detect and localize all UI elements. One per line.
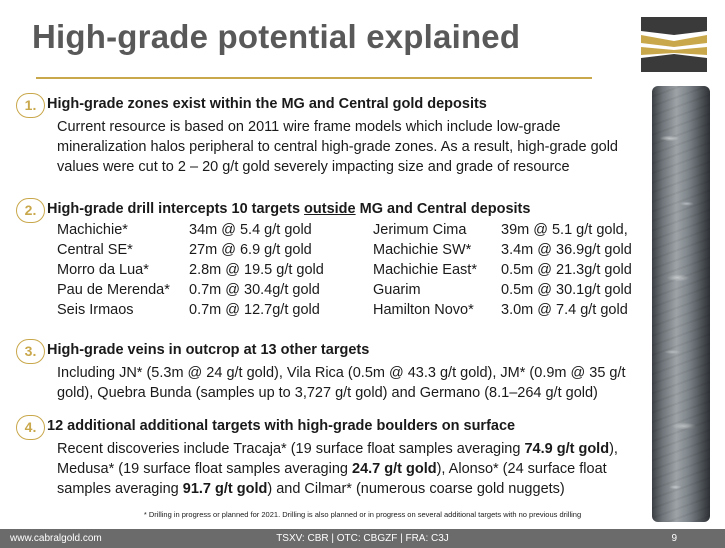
footer-bar <box>0 529 725 548</box>
section-4 <box>16 415 652 505</box>
section-body: Current resource is based on 2011 wire frame models which include low-grade mineralization halos peripheral to central high-grade zones. As a result, high-grade gold values were cut to 2 – 20 g/t gold severely impacting size and grade of resource <box>57 119 618 175</box>
footnote: * Drilling in progress or planned for 2021. Drilling is also planned or in progress on several additional targets with no previous drilling <box>143 510 582 519</box>
highlight-grade: 74.9 g/t gold <box>524 441 610 457</box>
section-1 <box>16 93 652 183</box>
underlined-word: outside <box>304 201 356 217</box>
page-number: 9 <box>671 533 677 544</box>
section-number: 4. <box>16 415 45 440</box>
website-link[interactable]: www.cabralgold.com <box>10 533 102 544</box>
cabral-logo-icon <box>641 17 707 72</box>
section-body: Recent discoveries include Tracaja* (19 surface float samples averaging 74.9 g/t gold), Medusa* (19 surface float samples averaging 24.7 g/t gold), Alonso* (24 surface float samples averaging 91.7 g/t gold) and Cilmar* (numerous coarse gold nuggets) <box>57 441 618 497</box>
stock-tickers: TSXV: CBR | OTC: CBGZF | FRA: C3J <box>276 533 449 544</box>
title-underline <box>36 77 592 79</box>
drill-core-image <box>652 86 710 522</box>
highlight-grade: 91.7 g/t gold <box>182 481 268 497</box>
section-heading: High-grade veins in outcrop at 13 other targets <box>47 342 370 358</box>
section-heading: High-grade zones exist within the MG and Central gold deposits <box>47 96 487 112</box>
section-number: 2. <box>16 198 45 223</box>
highlight-grade: 24.7 g/t gold <box>352 461 437 477</box>
section-heading: High-grade drill intercepts 10 targets outside MG and Central deposits <box>47 201 531 217</box>
section-heading: 12 additional additional targets with high-grade boulders on surface <box>47 418 516 434</box>
section-body: Including JN* (5.3m @ 24 g/t gold), Vila Rica (0.5m @ 43.3 g/t gold), JM* (0.9m @ 35 g/t gold), Quebra Bunda (samples up to 3,727 g/t gold) and Germano (8.1–264 g/t gold) <box>57 365 626 401</box>
section-number: 1. <box>16 93 45 118</box>
section-number: 3. <box>16 339 45 364</box>
section-3 <box>16 339 652 404</box>
page-title: High-grade potential explained <box>32 18 521 55</box>
section-2: 2. High-grade drill intercepts 10 targets outside MG and Central deposits Machichie* 34m @ 5.4 g/t gold Jerimum Cima 39m @ 5.1 g/t gold, Central SE* 27m @ 6.9 g/t gold Machichie SW* 3.4m @ 36.9g/t gold Morro da Lua* 2.8m @ 19.5 g/t gold Machichie East* 0.5m @ 21.3g/t gold Pau de Merenda* 0.7m @ 30.4g/t gold Guarim 0.5m @ 30.1g/t gold Seis Irmaos 0.7m @ 12.7g/t gold Hamilton Novo* 3.0m @ 7.4 g/t gold <box>16 198 652 323</box>
